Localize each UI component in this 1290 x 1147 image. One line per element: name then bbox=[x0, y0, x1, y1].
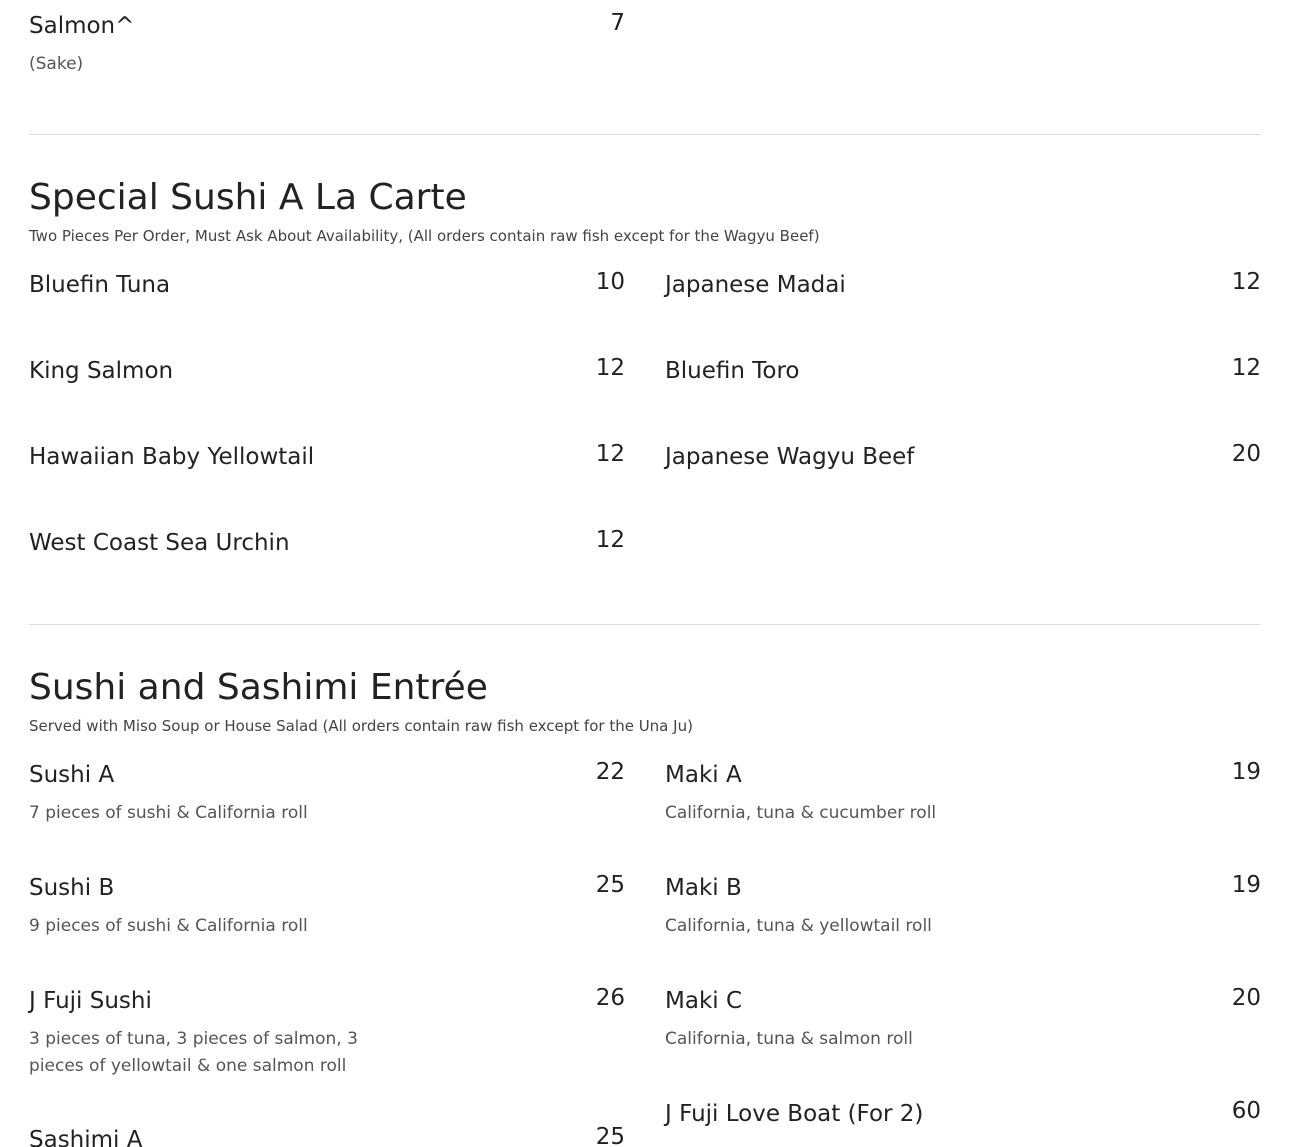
menu-item-description: 9 pieces of sushi & California roll bbox=[29, 916, 308, 936]
menu-item-price: 60 bbox=[1231, 1098, 1261, 1124]
menu-item-price: 10 bbox=[595, 269, 625, 295]
menu-item-name: King Salmon bbox=[29, 358, 174, 384]
menu-item-price: 12 bbox=[595, 355, 625, 381]
menu-item-name: West Coast Sea Urchin bbox=[29, 530, 290, 556]
menu-item-name: Maki A bbox=[665, 762, 742, 788]
menu-item-price: 19 bbox=[1231, 759, 1261, 785]
menu-item-name: J Fuji Love Boat (For 2) bbox=[665, 1101, 924, 1127]
section-divider bbox=[29, 624, 1261, 625]
menu-item-price: 12 bbox=[1231, 269, 1261, 295]
menu-item-price: 12 bbox=[595, 441, 625, 467]
menu-item-description: California, tuna & yellowtail roll bbox=[665, 916, 932, 936]
menu-item-name: J Fuji Sushi bbox=[29, 988, 152, 1014]
menu-item-description: (Sake) bbox=[29, 54, 84, 74]
menu-item-price: 12 bbox=[595, 527, 625, 553]
menu-item-name: Bluefin Toro bbox=[665, 358, 800, 384]
menu-item-name: Japanese Madai bbox=[665, 272, 846, 298]
section-subtitle-entree: Served with Miso Soup or House Salad (All orders contain raw fish except for the Una Ju) bbox=[29, 717, 693, 735]
menu-item-description: California, tuna & salmon roll bbox=[665, 1029, 913, 1049]
menu-item-price: 25 bbox=[595, 872, 625, 898]
section-subtitle-special: Two Pieces Per Order, Must Ask About Availability, (All orders contain raw fish except for the Wagyu Beef) bbox=[29, 227, 820, 245]
section-divider bbox=[29, 134, 1261, 135]
menu-item-name: Sushi A bbox=[29, 762, 115, 788]
menu-item-name: Bluefin Tuna bbox=[29, 272, 171, 298]
menu-item-price: 20 bbox=[1231, 985, 1261, 1011]
menu-item-price: 7 bbox=[610, 10, 625, 36]
menu-item-price: 26 bbox=[595, 985, 625, 1011]
menu-item-price: 12 bbox=[1231, 355, 1261, 381]
menu-item-name: Maki B bbox=[665, 875, 742, 901]
menu-item-description: 3 pieces of tuna, 3 pieces of salmon, 3 pieces of yellowtail & one salmon roll bbox=[29, 1029, 358, 1076]
menu-item-description: 7 pieces of sushi & California roll bbox=[29, 803, 308, 823]
menu-item-name: Salmon^ bbox=[29, 13, 135, 39]
menu-item-price: 19 bbox=[1231, 872, 1261, 898]
menu-item-name: Sashimi A bbox=[29, 1127, 143, 1147]
menu-item-price: 20 bbox=[1231, 441, 1261, 467]
menu-item-price: 22 bbox=[595, 759, 625, 785]
section-title-special: Special Sushi A La Carte bbox=[29, 177, 467, 218]
menu-item-name: Hawaiian Baby Yellowtail bbox=[29, 444, 315, 470]
section-title-entree: Sushi and Sashimi Entrée bbox=[29, 667, 488, 708]
menu-item-name: Sushi B bbox=[29, 875, 115, 901]
menu-item-description: California, tuna & cucumber roll bbox=[665, 803, 937, 823]
menu-item-name: Japanese Wagyu Beef bbox=[665, 444, 915, 470]
menu-item-price: 25 bbox=[595, 1124, 625, 1147]
menu-item-name: Maki C bbox=[665, 988, 743, 1014]
